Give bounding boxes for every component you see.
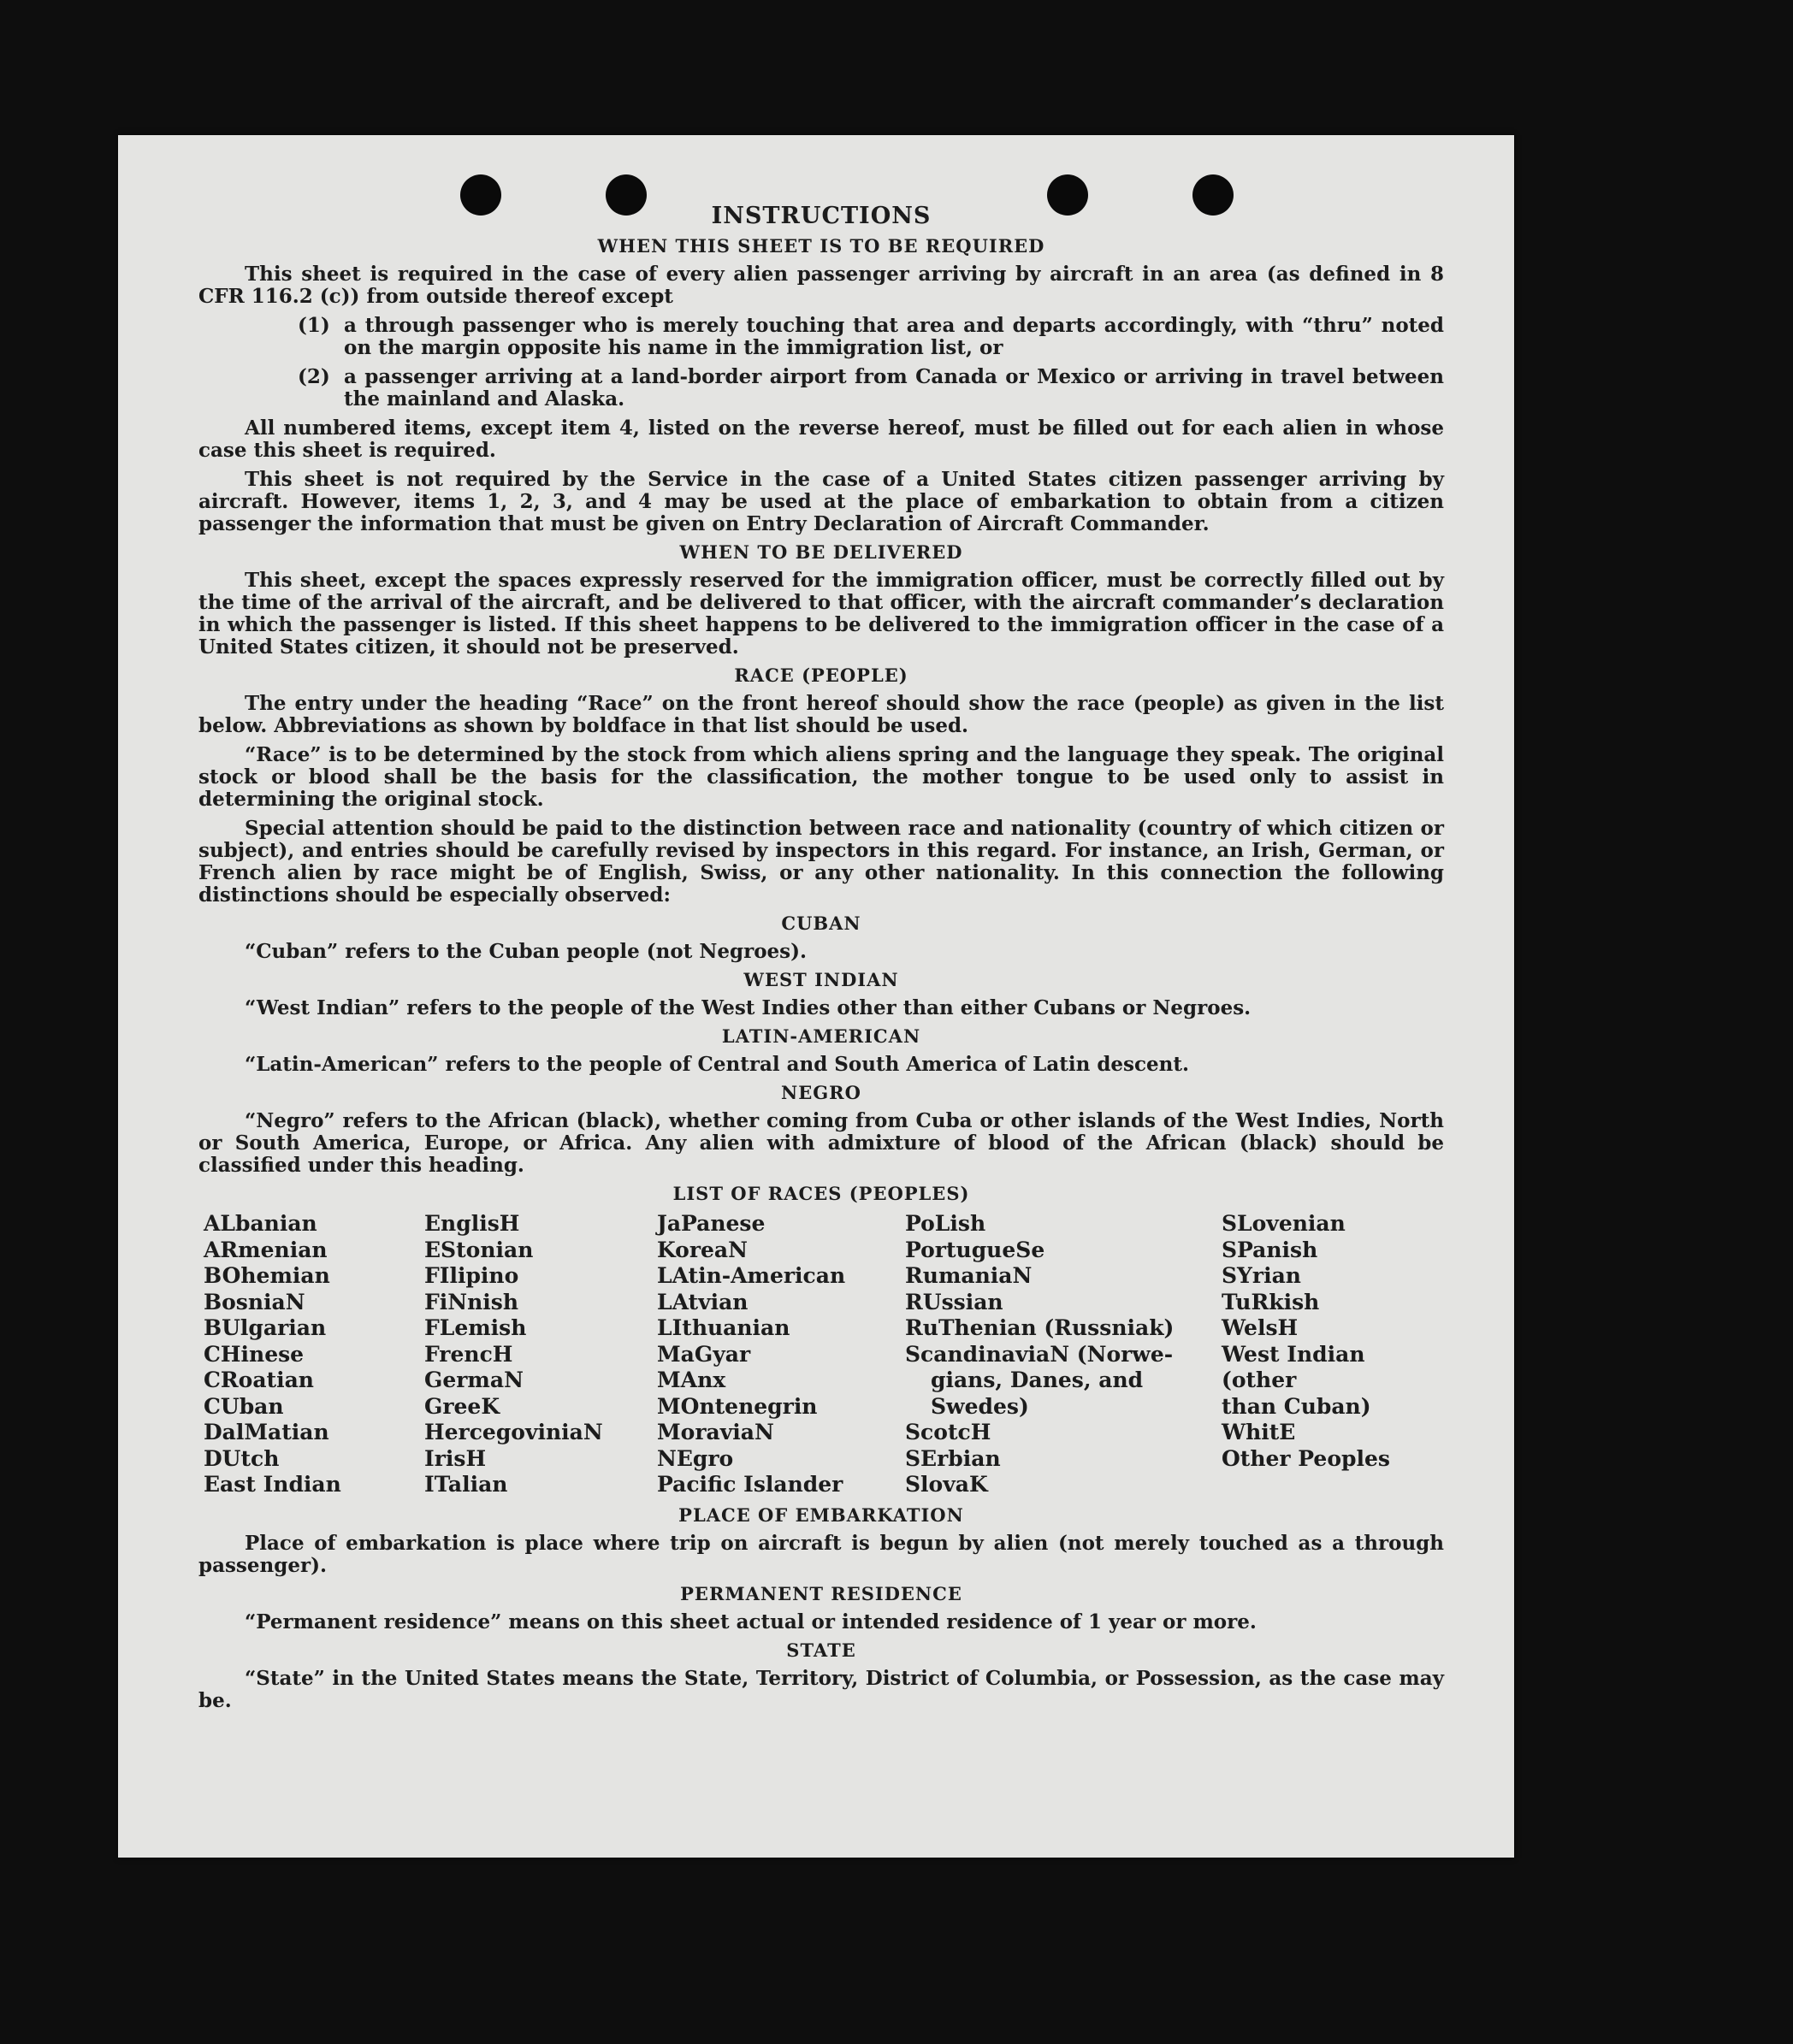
page-title: INSTRUCTIONS	[711, 203, 932, 229]
race-entry: Swedes)	[931, 1393, 1029, 1419]
race-entry: FrencH	[424, 1341, 513, 1367]
exception-item	[298, 315, 1444, 359]
race-entry: Other Peoples	[1222, 1445, 1390, 1471]
race-entry: SYrian	[1222, 1263, 1301, 1288]
race-entry: DUtch	[204, 1445, 280, 1471]
section-title-west-indian: WEST INDIAN	[743, 969, 899, 990]
race-entry: MoraviaN	[657, 1420, 774, 1444]
state-text: “State” in the United States means the State, Territory, District of Columbia, or Possession, as the case may be.	[198, 1666, 1444, 1712]
race-entry: HercegoviniaN	[424, 1420, 603, 1444]
race-entry: Pacific Islander	[657, 1472, 843, 1497]
races-column	[1222, 1211, 1444, 1498]
races-list	[204, 1211, 1444, 1498]
west-indian-text: “West Indian” refers to the people of the West Indies other than either Cubans or Negroes.	[245, 996, 1252, 1019]
races-column	[204, 1211, 424, 1498]
race-entry: TuRkish	[1222, 1289, 1320, 1314]
race-entry: EnglisH	[424, 1211, 520, 1236]
race-entry: SlovaK	[905, 1472, 988, 1497]
race-entry: West Indian (other	[1222, 1341, 1365, 1392]
race-entry: gians, Danes, and	[931, 1368, 1144, 1392]
race-entry: FLemish	[424, 1315, 527, 1340]
section-title-when-required: WHEN THIS SHEET IS TO BE REQUIRED	[597, 235, 1045, 257]
races-column	[905, 1211, 1222, 1498]
race-entry: BOhemian	[204, 1263, 330, 1288]
embarkation-text: Place of embarkation is place where trip on aircraft is begun by alien (not merely touched as a through passenger).	[198, 1531, 1444, 1577]
numbered-items-note: All numbered items, except item 4, listed on the reverse hereof, must be filled out for each alien in whose case this sheet is required.	[198, 416, 1444, 462]
citizen-note: This sheet is not required by the Service in the case of a United States citizen passenger arriving by aircraft. However, items 1, 2, 3, and 4 may be used at the place of embarkation to obtain from a citizen passenger the information that must be given on Entry Declaration of Aircraft Commander.	[198, 468, 1444, 535]
exception-text: a through passenger who is merely touching that area and departs accordingly, with “thru” noted on the margin opposite his name in the immigration list, or	[344, 314, 1444, 359]
race-paragraph: Special attention should be paid to the distinction between race and nationality (country of which citizen or subject), and entries should be carefully revised by inspectors in this regard. For instance, an Irish, German, or French alien by race might be of English, Swiss, or any other nationality. In this connection the following distinctions should be especially observed:	[198, 817, 1444, 907]
race-entry: RUssian	[905, 1289, 1003, 1314]
exception-text: a passenger arriving at a land-border airport from Canada or Mexico or arriving in travel between the mainland and Alaska.	[344, 365, 1444, 411]
race-entry: PortugueSe	[905, 1237, 1045, 1262]
race-entry: EStonian	[424, 1237, 534, 1262]
race-entry: BosniaN	[204, 1289, 305, 1314]
race-entry: BUlgarian	[204, 1315, 327, 1340]
when-delivered-text: This sheet, except the spaces expressly reserved for the immigration officer, must be correctly filled out by the time of the arrival of the aircraft, and be delivered to that officer, with the aircraft commander’s declaration in which the passenger is listed. If this sheet happens to be delivered to the immigration officer in the case of a United States citizen, it should not be preserved.	[198, 569, 1444, 659]
exception-number: (2)	[298, 365, 330, 388]
race-entry: SErbian	[905, 1445, 1001, 1471]
section-title-race: RACE (PEOPLE)	[734, 665, 908, 686]
races-column	[424, 1211, 657, 1498]
section-title-latin-american: LATIN-AMERICAN	[721, 1025, 921, 1047]
cuban-text: “Cuban” refers to the Cuban people (not Negroes).	[245, 940, 808, 963]
race-entry: WelsH	[1222, 1315, 1299, 1340]
race-entry: East Indian	[204, 1472, 341, 1497]
race-entry: SPanish	[1222, 1237, 1318, 1262]
section-title-negro: NEGRO	[781, 1082, 861, 1103]
race-entry: LAtvian	[657, 1289, 749, 1314]
race-entry: GermaN	[424, 1368, 524, 1392]
race-entry: CRoatian	[204, 1368, 314, 1392]
race-entry: FIlipino	[424, 1263, 519, 1288]
race-entry: IrisH	[424, 1445, 487, 1471]
race-paragraph: “Race” is to be determined by the stock from which aliens spring and the language they speak. The original stock or blood shall be the basis for the classification, the mother tongue to be used only to assist in determining the original stock.	[198, 743, 1444, 811]
race-entry: MOntenegrin	[657, 1393, 818, 1419]
race-entry: GreeK	[424, 1393, 500, 1419]
race-entry: MAnx	[657, 1368, 726, 1392]
race-entry: JaPanese	[657, 1211, 766, 1236]
race-entry: KoreaN	[657, 1237, 748, 1262]
section-title-residence: PERMANENT RESIDENCE	[680, 1582, 962, 1604]
race-entry: NEgro	[657, 1445, 734, 1471]
race-entry: MaGyar	[657, 1341, 751, 1367]
document-page	[118, 135, 1514, 1858]
races-column	[657, 1211, 905, 1498]
exception-item	[298, 366, 1444, 411]
race-entry: RuThenian (Russniak)	[905, 1315, 1175, 1340]
when-required-intro: This sheet is required in the case of every alien passenger arriving by aircraft in an area (as defined in 8 CFR 116.2 (c)) from outside thereof except	[198, 263, 1444, 308]
race-entry: RumaniaN	[905, 1263, 1033, 1288]
race-entry: ScotcH	[905, 1420, 991, 1444]
race-entry: LAtin-American	[657, 1263, 846, 1288]
race-entry: SLovenian	[1222, 1211, 1346, 1236]
instructions-body	[198, 204, 1444, 1719]
race-entry: ScandinaviaN (Norwe-	[905, 1341, 1174, 1367]
race-entry: LIthuanian	[657, 1315, 790, 1340]
race-entry: than Cuban)	[1222, 1393, 1371, 1419]
race-entry: PoLish	[905, 1211, 986, 1236]
race-entry: DalMatian	[204, 1420, 329, 1444]
race-paragraph: The entry under the heading “Race” on the front hereof should show the race (people) as given in the list below. Abbreviations as shown by boldface in that list should be used.	[198, 692, 1444, 737]
section-title-embarkation: PLACE OF EMBARKATION	[678, 1503, 964, 1526]
race-entry: ITalian	[424, 1472, 508, 1497]
negro-text: “Negro” refers to the African (black), whether coming from Cuba or other islands of the West Indies, North or South America, Europe, or Africa. Any alien with admixture of blood of the African (black) should be classified under this heading.	[198, 1109, 1444, 1177]
latin-american-text: “Latin-American” refers to the people of Central and South America of Latin descent.	[245, 1053, 1189, 1076]
race-entry: CUban	[204, 1393, 284, 1419]
residence-text: “Permanent residence” means on this sheet actual or intended residence of 1 year or more.	[245, 1610, 1257, 1633]
section-title-cuban: CUBAN	[781, 913, 861, 934]
section-title-when-delivered: WHEN TO BE DELIVERED	[679, 541, 963, 563]
list-of-races-title: LIST OF RACES (PEOPLES)	[672, 1183, 970, 1204]
race-entry: ARmenian	[204, 1237, 328, 1262]
section-title-state: STATE	[786, 1639, 856, 1661]
race-entry: CHinese	[204, 1341, 305, 1367]
exception-number: (1)	[298, 314, 330, 337]
race-entry: ALbanian	[204, 1211, 317, 1236]
race-entry: FiNnish	[424, 1289, 519, 1314]
race-entry: WhitE	[1222, 1420, 1296, 1444]
